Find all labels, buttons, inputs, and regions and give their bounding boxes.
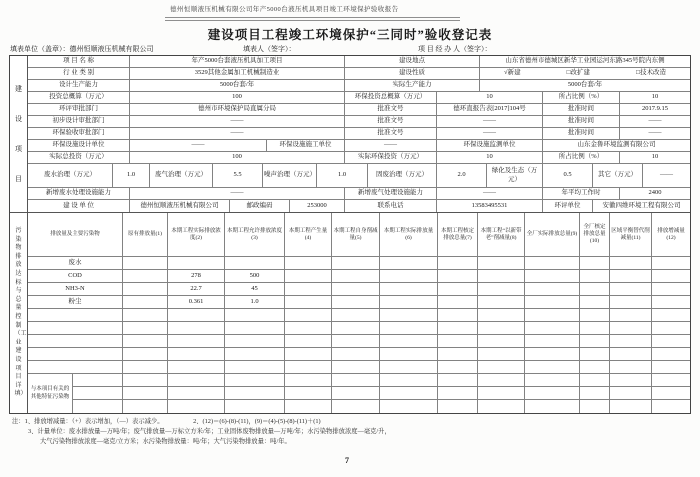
empty-cell [652,322,690,334]
env-facility-design-unit-value: —— [130,140,267,151]
total-investment-budget-label: 投资总概算（万元） [28,92,130,103]
empty-cell [123,309,168,321]
approval-doc-no-label: 批准文号 [345,128,437,139]
empty-cell [332,322,380,334]
empty-cell [610,387,652,399]
waste-gas-treatment-label: 废气治理（万元） [150,164,213,187]
empty-cell [438,296,478,308]
row-construction-unit [28,200,690,212]
empty-cell [332,335,380,347]
empty-cell [610,270,652,282]
empty-cell [478,387,525,399]
total-investment-budget-value: 100 [130,92,345,103]
empty-cell [123,387,168,399]
construction-nature-label: 建设性质 [345,68,480,79]
row-actual-investment [28,152,690,164]
approval-date-value: —— [648,129,662,137]
approval-doc-no-value: —— [437,116,543,127]
empty-cell [610,374,652,386]
env-facility-construction-unit-label: 环保设施施工单位 [267,140,345,151]
empty-cell [285,309,332,321]
approval-date-label: 批准时间 [543,116,620,127]
approval-date-label: 批准时间 [543,104,620,115]
empty-cell [380,257,438,269]
section-construction-project [10,56,690,213]
preliminary-design-dept-label: 初步设计审批部门 [28,116,130,127]
empty-cell [438,257,478,269]
report-header-note: 德州恒顺液压机械有限公司年产5000台液压机具项目竣工环境保护验收报告 [170,6,399,13]
pollutant-row-cod [28,270,690,283]
approval-date-label: 批准时间 [543,128,620,139]
pollutant-name: NH3-N [28,283,123,295]
construction-unit-label: 建 设 单 位 [28,200,130,212]
empty-cell [225,374,285,386]
empty-cell [652,361,690,373]
empty-cell [610,257,652,269]
empty-cell [525,361,580,373]
empty-cell [478,270,525,282]
fill-unit-label: 填表单位（盖章）：德州恒顺液压机械有限公司 [10,45,154,53]
empty-cell [123,348,168,360]
column-header-actual-concentration: 本期工程实际排放浓度(2) [168,213,225,256]
page-number: 7 [345,456,349,465]
empty-pollutant-row [28,361,690,374]
annual-work-hours-label: 年平均工作时 [543,188,620,199]
eia-approval-dept-value: 德州市环境保护局直属分局 [130,104,345,115]
empty-cell [225,322,285,334]
pollutant-row-nh3n [28,283,690,296]
new-wastewater-capacity-label: 新增废水处理设施能力 [28,188,130,199]
empty-cell [380,296,438,308]
actual-total-investment-label: 实际总投资（万元） [28,152,130,163]
empty-cell [225,361,285,373]
empty-cell [168,257,225,269]
empty-cell [332,270,380,282]
empty-cell [332,387,380,399]
empty-cell [610,296,652,308]
empty-cell [123,257,168,269]
project-name-value: 年产5000台套液压机具加工项目 [130,56,345,67]
column-header-discharge-change: 排放增减量(12) [657,227,685,241]
empty-cell [73,374,123,386]
construction-unit-value: 德州恒顺液压机械有限公司 [130,200,230,212]
pollutant-value-cell: 278 [168,270,225,282]
row-env-facility-units [28,140,690,152]
pollutant-header-row [28,213,690,257]
note-units-1: 3、计量单位：废水排放量—万吨/年；废气排放量—万标立方米/年；工业固体废物排放量—万吨/年；水污染物排放浓度—毫克/升， [28,428,391,435]
empty-cell [580,257,610,269]
empty-cell [438,400,478,413]
empty-cell [525,374,580,386]
empty-cell [168,348,225,360]
empty-cell [610,322,652,334]
eia-approval-dept-label: 环评审批部门 [28,104,130,115]
empty-cell [525,348,580,360]
approval-date-value: 2017.9.15 [642,105,668,113]
construction-site-value: 山东省德州市德城区新华工业园运河东路345号院内东侧 [505,57,665,65]
solid-waste-treatment-label: 固废治理（万元） [368,164,437,187]
empty-cell [168,335,225,347]
empty-cell [580,309,610,321]
row-new-facility-capacity [28,188,690,200]
note-discharge-change: 注：1、排放增减量：（+）表示增加，（—）表示减少。 [12,418,164,425]
approval-doc-no-value: 德环直报告表[2017]104号 [437,104,543,115]
empty-cell [478,322,525,334]
pollutant-value-cell: 22.7 [168,283,225,295]
empty-cell [610,309,652,321]
empty-cell [285,270,332,282]
empty-pollutant-row [73,374,690,387]
empty-cell [28,309,123,321]
pollutant-value-cell: 0.361 [168,296,225,308]
actual-env-investment-label: 实际环保投资（万元） [345,152,437,163]
pollutant-value-cell: 500 [225,270,285,282]
empty-cell [225,335,285,347]
empty-cell [610,348,652,360]
empty-pollutant-row [73,387,690,400]
construction-nature-options [480,68,690,79]
empty-cell [380,361,438,373]
env-facility-construction-unit-value: —— [345,140,437,151]
column-header-self-reduction: 本期工程自身削减量(5) [332,213,380,256]
section-pollutant-control [10,213,690,413]
empty-cell [123,270,168,282]
empty-cell [525,387,580,399]
empty-cell [332,257,380,269]
empty-cell [610,283,652,295]
empty-cell [580,348,610,360]
empty-cell [123,400,168,413]
empty-cell [28,361,123,373]
empty-cell [285,348,332,360]
empty-cell [285,387,332,399]
empty-cell [580,270,610,282]
empty-cell [285,361,332,373]
row-project-name [28,56,690,68]
empty-cell [438,335,478,347]
empty-cell [652,400,690,413]
empty-cell [225,309,285,321]
empty-cell [168,361,225,373]
proportion-label: 所占比例（%） [543,92,620,103]
empty-cell [73,400,123,413]
column-header-generated-amount: 本期工程产生量(4) [285,213,332,256]
note-units-2: 大气污染物排放浓度—毫克/立方米；水污染物排放量：吨/年；大气污染物排放量：吨/年。 [40,438,291,445]
annual-work-hours-value: 2400 [648,189,662,197]
footnotes [12,417,391,447]
column-header-plant-actual-total: 全厂实际排放总量(9) [525,213,580,256]
approval-doc-no-value: —— [437,128,543,139]
empty-cell [380,374,438,386]
empty-cell [652,270,690,282]
design-capacity-value: 5000台套/年 [130,80,345,91]
approval-doc-no-label: 批准文号 [345,116,437,127]
empty-pollutant-row [28,309,690,322]
registration-table [9,55,691,414]
actual-total-investment-value: 100 [130,152,345,163]
empty-cell [73,387,123,399]
column-header-old-offset-reduction: 本期工程“以新带老”削减量(8) [478,213,525,256]
phone-label: 联系电话 [345,200,437,212]
empty-cell [123,296,168,308]
acceptance-approval-dept-value: —— [130,128,345,139]
other-pollutants-label: 与本项目有关的其他特征污染物 [28,374,73,413]
approval-date-value: —— [648,117,662,125]
empty-pollutant-row [73,400,690,413]
option-new-checked: √新建 [504,69,521,77]
empty-cell [580,335,610,347]
noise-treatment-label: 噪声治理（万元） [263,164,317,187]
empty-cell [525,296,580,308]
acceptance-approval-dept-label: 环保验收审批部门 [28,128,130,139]
empty-cell [580,400,610,413]
empty-cell [123,374,168,386]
row-industry-category [28,68,690,80]
empty-cell [123,335,168,347]
empty-cell [525,400,580,413]
env-facility-monitoring-unit-label: 环保设施监测单位 [437,140,543,151]
empty-cell [380,322,438,334]
empty-cell [225,387,285,399]
empty-cell [28,335,123,347]
empty-cell [438,361,478,373]
empty-cell [580,322,610,334]
empty-cell [123,283,168,295]
empty-cell [285,400,332,413]
empty-cell [478,296,525,308]
waste-gas-treatment-value: 5.5 [213,164,263,187]
actual-capacity-label: 实际生产能力 [345,80,480,91]
empty-cell [332,283,380,295]
empty-cell [652,387,690,399]
empty-cell [580,296,610,308]
column-header-original-discharge: 原有排放量(1) [123,213,168,256]
postal-code-label: 邮政编码 [230,200,290,212]
proportion-value: 10 [651,93,659,101]
design-capacity-label: 设计生产能力 [28,80,130,91]
empty-cell [438,374,478,386]
empty-cell [525,335,580,347]
empty-cell [380,270,438,282]
empty-cell [332,309,380,321]
empty-cell [652,296,690,308]
row-treatment-costs [28,164,690,188]
empty-pollutant-row [28,348,690,361]
pollutant-name: COD [28,270,123,282]
empty-cell [478,400,525,413]
row-capacity [28,80,690,92]
empty-cell [332,361,380,373]
empty-pollutant-row [28,335,690,348]
form-meta-row [0,44,700,54]
option-tech-unchecked: □技术改造 [636,69,666,77]
empty-cell [438,309,478,321]
empty-cell [28,322,123,334]
column-header-approved-total: 本期工程核定排放总量(7) [438,213,478,256]
empty-cell [580,387,610,399]
pollutant-name: 废水 [28,257,123,269]
env-facility-design-unit-label: 环保设施设计单位 [28,140,130,151]
project-handler-label: 项 目 经 办 人（签字）： [418,45,492,53]
empty-cell [652,283,690,295]
empty-cell [525,322,580,334]
header-divider-line [165,17,460,21]
section1-rows [28,56,690,212]
empty-cell [225,257,285,269]
approval-doc-no-label: 批准文号 [345,104,437,115]
new-waste-gas-capacity-value: —— [437,188,543,199]
empty-cell [438,283,478,295]
empty-cell [168,309,225,321]
actual-env-investment-value: 10 [437,152,543,163]
footnote-line-3 [12,437,391,447]
empty-cell [478,257,525,269]
empty-cell [380,348,438,360]
column-header-actual-discharge: 本期工程实际排放量(6) [380,213,438,256]
section2-side-label: 污染物排放达标与总量控制（工业建设项目详填） [10,213,28,413]
project-name-label: 项 目 名 称 [28,56,130,67]
empty-cell [168,322,225,334]
empty-cell [285,283,332,295]
row-eia-approval [28,104,690,116]
footnote-line-1 [12,417,391,427]
pollutant-value-cell: 45 [225,283,285,295]
empty-cell [332,296,380,308]
row-preliminary-design-approval [28,116,690,128]
empty-cell [225,348,285,360]
pollutant-row-wastewater [28,257,690,270]
env-investment-budget-value: 10 [437,92,543,103]
empty-cell [610,335,652,347]
empty-cell [123,322,168,334]
construction-site-label: 建设地点 [345,56,480,67]
empty-cell [380,400,438,413]
column-header-allowed-concentration: 本期工程允许排放浓度(3) [225,213,285,256]
empty-cell [580,283,610,295]
empty-cell [478,348,525,360]
empty-cell [168,387,225,399]
empty-cell [478,374,525,386]
row-acceptance-approval [28,128,690,140]
noise-treatment-value: 1.0 [317,164,368,187]
empty-cell [525,309,580,321]
empty-cell [525,257,580,269]
empty-cell [380,335,438,347]
pollutant-name: 粉尘 [28,296,123,308]
empty-cell [652,374,690,386]
row-investment-budget [28,92,690,104]
note-formula: 2、(12)＝(6)-(8)-(11)，(9)＝(4)-(5)-(8)-(11)＋(1) [193,418,321,425]
empty-pollutant-row [28,322,690,335]
postal-code-value: 253000 [290,200,345,212]
wastewater-treatment-label: 废水治理（万元） [28,164,113,187]
actual-capacity-value: 5000台套/年 [567,81,603,89]
wastewater-treatment-value: 1.0 [113,164,150,187]
other-cost-value: —— [660,171,673,179]
empty-cell [438,348,478,360]
empty-cell [28,348,123,360]
other-pollutants-block [28,374,690,413]
empty-cell [478,361,525,373]
pollutant-value-cell: 1.0 [225,296,285,308]
page-title: 建设项目工程竣工环境保护“三同时”验收登记表 [207,28,493,42]
empty-cell [332,374,380,386]
empty-cell [580,361,610,373]
greening-ecology-label: 绿化及生态（万元） [487,164,543,187]
pollutant-grid [28,213,690,413]
empty-cell [652,348,690,360]
section1-side-label: 建设项目 [10,56,28,212]
industry-category-label: 行 业 类 别 [28,68,130,79]
column-header-pollutant: 排放量及主要污染物 [28,213,123,256]
empty-cell [380,387,438,399]
pollutant-row-dust [28,296,690,309]
empty-cell [168,374,225,386]
empty-cell [525,270,580,282]
empty-cell [285,322,332,334]
empty-cell [285,257,332,269]
other-cost-label: 其它（万元） [593,164,643,187]
eia-unit-value: 安徽四维环境工程有限公司 [602,201,681,209]
empty-cell [478,283,525,295]
new-wastewater-capacity-value: —— [130,188,345,199]
env-investment-budget-label: 环保投资总概算（万元） [345,92,437,103]
other-pollutants-rows [73,374,690,413]
empty-cell [652,335,690,347]
empty-cell [610,361,652,373]
empty-cell [438,270,478,282]
fill-person-label: 填表人（签字）： [243,45,296,53]
eia-unit-label: 环评单位 [543,200,593,212]
env-facility-monitoring-unit-value: 山东金鲁环境监测有限公司 [577,141,656,149]
empty-cell [168,400,225,413]
empty-cell [380,283,438,295]
empty-cell [525,283,580,295]
empty-cell [285,335,332,347]
empty-cell [438,387,478,399]
proportion-label: 所占比例（%） [543,152,620,163]
preliminary-design-dept-value: —— [130,116,345,127]
empty-cell [332,348,380,360]
empty-cell [478,309,525,321]
column-header-plant-approved-total: 全厂核定排放总量(10) [580,213,610,256]
empty-cell [580,374,610,386]
new-waste-gas-capacity-label: 新增废气处理设施能力 [345,188,437,199]
column-header-regional-offset: 区域平衡替代削减量(11) [610,213,652,256]
empty-cell [380,309,438,321]
proportion-value: 10 [651,153,659,161]
option-expand-unchecked: □改扩建 [566,69,591,77]
empty-cell [652,309,690,321]
industry-category-value: 3529其他金属加工机械制造业 [130,68,345,79]
empty-cell [478,335,525,347]
greening-ecology-value: 0.5 [543,164,593,187]
empty-cell [610,400,652,413]
footnote-line-2 [12,427,391,437]
empty-cell [225,400,285,413]
solid-waste-treatment-value: 2.0 [437,164,487,187]
phone-value: 13583495531 [437,200,543,212]
empty-cell [285,374,332,386]
empty-cell [332,400,380,413]
empty-cell [652,257,690,269]
empty-cell [438,322,478,334]
empty-cell [123,361,168,373]
empty-cell [285,296,332,308]
